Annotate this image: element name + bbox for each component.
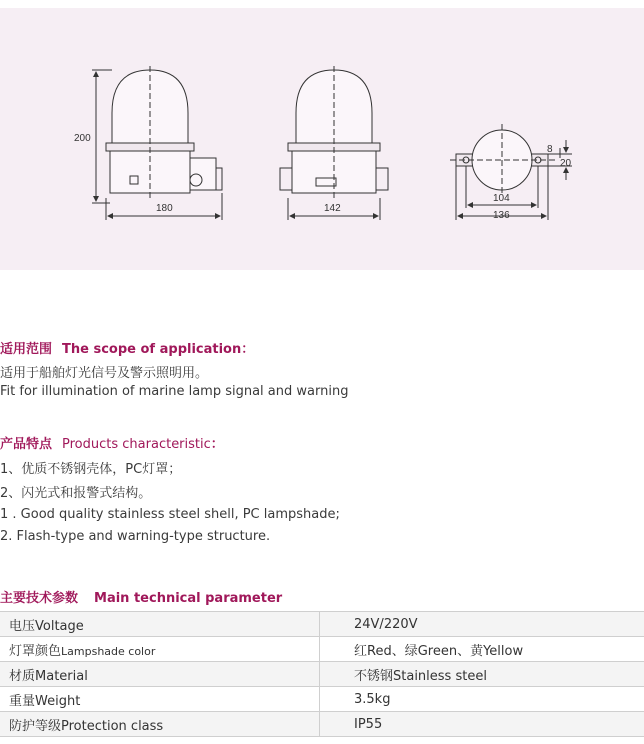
scope-heading xyxy=(0,338,254,357)
param-label-cn: 材质 xyxy=(9,668,36,684)
parameters-title-cn: 主要技术参数 xyxy=(0,591,79,606)
dim-20: 20 xyxy=(560,158,572,169)
front-view xyxy=(280,66,388,220)
characteristic-line: 2. Flash-type and warning-type structure. xyxy=(0,529,271,544)
param-label xyxy=(0,637,320,662)
param-value: 3.5kg xyxy=(320,687,644,712)
technical-drawing-panel xyxy=(0,8,644,270)
scope-colon: ： xyxy=(241,342,255,357)
characteristic-line: 1、优质不锈钢壳体，PC灯罩； xyxy=(0,462,182,477)
param-label xyxy=(0,687,320,712)
parameters-table xyxy=(0,611,644,737)
dim-width-180: 180 xyxy=(156,203,173,214)
table-row xyxy=(0,712,644,737)
characteristic-heading xyxy=(0,433,224,452)
side-view xyxy=(92,66,222,220)
dim-8: 8 xyxy=(547,144,553,155)
dim-width-136: 136 xyxy=(493,210,510,221)
table-row xyxy=(0,662,644,687)
dimension-drawing xyxy=(0,8,644,270)
scope-title-en: The scope of application xyxy=(62,342,242,357)
top-view xyxy=(450,124,572,220)
param-label-en: Material xyxy=(35,668,88,684)
param-value: 红Red、绿Green、黄Yellow xyxy=(320,637,644,662)
dim-height-200: 200 xyxy=(74,133,91,144)
table-row xyxy=(0,687,644,712)
param-label-en: Lampshade color xyxy=(61,644,156,658)
param-value: IP55 xyxy=(320,712,644,737)
param-label-en: Protection class xyxy=(61,718,164,734)
param-label-cn: 防护等级 xyxy=(9,718,62,734)
param-label-cn: 电压 xyxy=(9,618,36,634)
param-label-en: Weight xyxy=(35,693,81,709)
table-row xyxy=(0,637,644,662)
param-label-cn: 灯罩颜色 xyxy=(9,643,62,659)
param-label-en: Voltage xyxy=(35,618,84,634)
param-value: 不锈钢Stainless steel xyxy=(320,662,644,687)
parameters-title-en: Main technical parameter xyxy=(94,591,283,606)
characteristic-line: 1 . Good quality stainless steel shell, PC lampshade; xyxy=(0,507,340,522)
characteristic-colon: ： xyxy=(210,437,224,452)
scope-title-cn: 适用范围 xyxy=(0,342,53,357)
table-row xyxy=(0,612,644,637)
characteristic-line: 2、闪光式和报警式结构。 xyxy=(0,486,152,501)
param-label xyxy=(0,712,320,737)
scope-line-en: Fit for illumination of marine lamp signal and warning xyxy=(0,384,349,399)
param-value: 24V/220V xyxy=(320,612,644,637)
param-label xyxy=(0,662,320,687)
dim-width-142: 142 xyxy=(324,203,341,214)
dim-width-104: 104 xyxy=(493,193,510,204)
characteristic-title-en: Products characteristic xyxy=(62,437,211,452)
scope-line-cn: 适用于船舶灯光信号及警示照明用。 xyxy=(0,366,209,381)
param-label-cn: 重量 xyxy=(9,693,36,709)
parameters-heading xyxy=(0,587,282,606)
characteristic-title-cn: 产品特点 xyxy=(0,437,53,452)
param-label xyxy=(0,612,320,637)
